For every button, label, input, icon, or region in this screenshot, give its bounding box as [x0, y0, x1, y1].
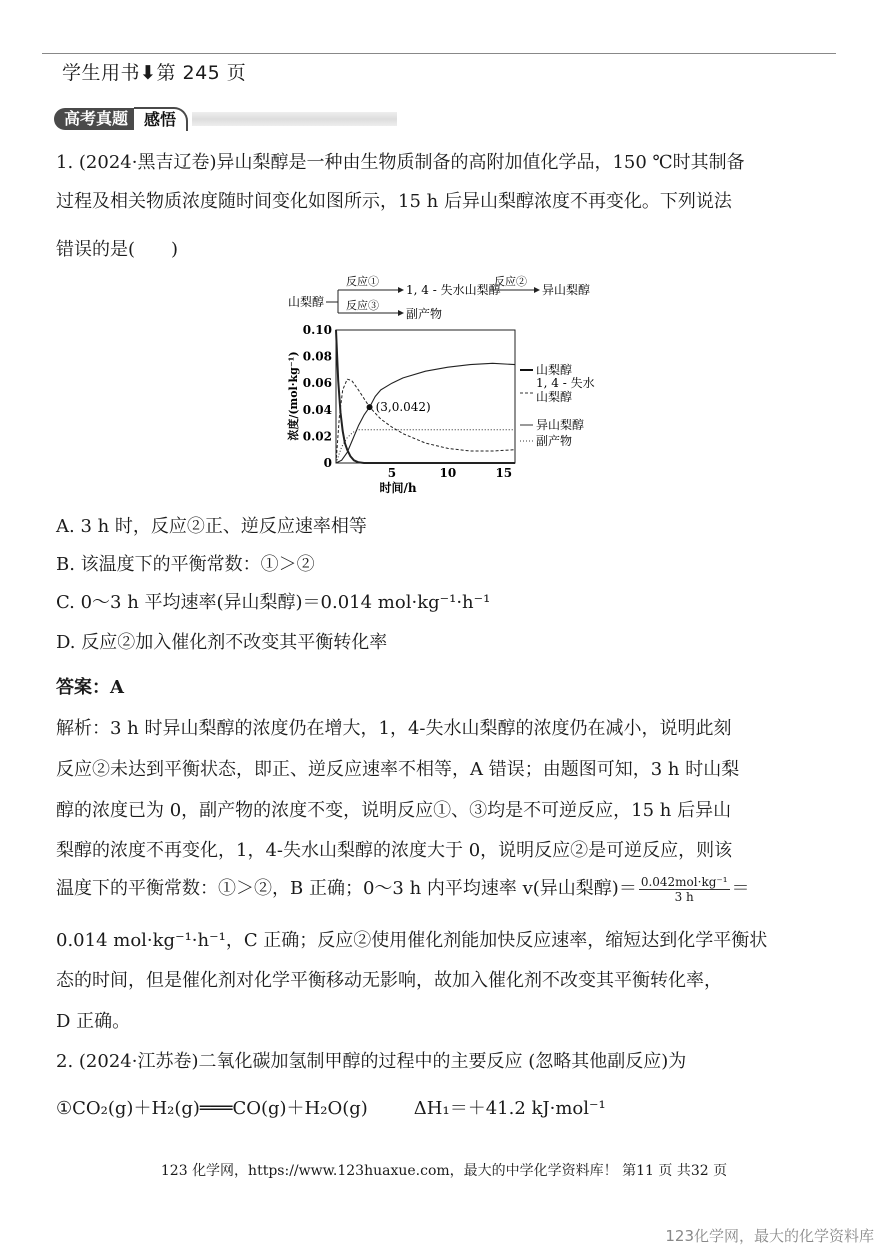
arrowhead-2-icon [534, 287, 540, 293]
x-tick-label: 5 [387, 466, 397, 480]
q2-equation-1 [56, 1094, 606, 1120]
series-line-1 [336, 379, 515, 463]
legend-label-isosorbide: 异山梨醇 [536, 418, 585, 432]
q1-line-2: 过程及相关物质浓度随时间变化如图所示，15 h 后异山梨醇浓度不再变化。下列说法 [56, 191, 732, 212]
analysis-line-7: 态的时间，但是催化剂对化学平衡移动无影响，故加入催化剂不改变其平衡转化率， [56, 970, 722, 991]
analysis-line-5 [56, 874, 750, 904]
y-tick-label: 0.08 [302, 349, 332, 364]
legend-label-anhydro-1: 1, 4 - 失水 [536, 376, 595, 390]
analysis-line-2: 反应②未达到平衡状态，即正、逆反应速率不相等，A 错误；由题图可知，3 h 时山梨 [56, 759, 740, 780]
scheme-by: 副产物 [406, 307, 443, 321]
option-d: D. 反应②加入催化剂不改变其平衡转化率 [56, 632, 388, 653]
section-banner [54, 108, 397, 130]
analysis-line-8: D 正确。 [56, 1011, 131, 1032]
scheme-start: 山梨醇 [288, 295, 325, 309]
answer-label: 答案： [56, 677, 110, 698]
y-tick-label: 0 [323, 456, 332, 470]
legend [520, 362, 595, 448]
q1-line-1: 1. (2024·黑吉辽卷)异山梨醇是一种由生物质制备的高附加值化学品，150 ℃时其制备 [56, 152, 745, 173]
reaction-chart-figure [280, 268, 610, 498]
down-arrow-icon: ⬇ [140, 62, 157, 84]
page-footer: 123 化学网，https://www.123huaxue.com，最大的中学化学资料库！ 第11 页 共32 页 [160, 1163, 728, 1179]
enthalpy-1: ΔH₁＝＋41.2 kJ·mol⁻¹ [413, 1098, 606, 1119]
option-c: C. 0～3 h 平均速率(异山梨醇)＝0.014 mol·kg⁻¹·h⁻¹ [56, 592, 491, 613]
scheme-mid: 1, 4 - 失水山梨醇 [406, 283, 501, 297]
reaction-scheme [288, 274, 590, 321]
y-tick-label: 0.06 [302, 376, 332, 391]
arrowhead-3-icon [398, 310, 404, 316]
plot-frame [336, 330, 515, 463]
x-tick-label: 10 [439, 466, 457, 480]
fraction-numerator: 0.042mol·kg⁻¹ [640, 874, 728, 889]
y-tick-label: 0.04 [302, 402, 332, 417]
banner-light-label: 感悟 [134, 107, 188, 131]
scheme-r3: 反应③ [346, 299, 379, 312]
q2-line-1: 2. (2024·江苏卷)二氧化碳加氢制甲醇的过程中的主要反应 (忽略其他副反应)为 [56, 1051, 687, 1072]
annotation-label: (3,0.042) [375, 400, 431, 415]
banner-fade-bar [192, 112, 397, 126]
scheme-r1: 反应① [346, 275, 379, 288]
fraction-denominator: 3 h [674, 889, 694, 904]
legend-label-sorbitol: 山梨醇 [536, 363, 573, 377]
analysis-l5-post: ＝ [731, 878, 750, 899]
watermark: 123化学网，最大的化学资料库 [665, 1227, 874, 1245]
y-tick-label: 0.10 [302, 323, 332, 337]
answer-line [56, 673, 124, 699]
answer-value: A [110, 677, 124, 698]
y-tick-labels [303, 323, 332, 470]
analysis-line-3: 醇的浓度已为 0，副产物的浓度不变，说明反应①、③均是不可逆反应，15 h 后异山 [56, 800, 732, 821]
series-line-0 [336, 330, 515, 463]
legend-label-anhydro-2: 山梨醇 [536, 390, 573, 404]
legend-label-byproduct: 副产物 [536, 434, 573, 448]
x-tick-label: 15 [495, 466, 513, 480]
book-label: 学生用书 [62, 62, 141, 84]
banner-dark-label: 高考真题 [54, 108, 140, 130]
series-line-3 [336, 430, 515, 463]
header-rule [42, 53, 836, 54]
y-tick-label: 0.02 [302, 429, 332, 444]
option-a: A. 3 h 时，反应②正、逆反应速率相等 [56, 516, 367, 537]
page-label: 第 245 页 [156, 62, 247, 84]
analysis-line-6: 0.014 mol·kg⁻¹·h⁻¹，C 正确；反应②使用催化剂能加快反应速率，缩短达到化学平衡状 [56, 930, 768, 951]
page-header [62, 58, 246, 85]
scheme-end: 异山梨醇 [542, 283, 591, 297]
scheme-r2: 反应② [494, 275, 527, 288]
q1-line-3: 错误的是( ) [56, 239, 179, 260]
analysis-line-4: 梨醇的浓度不再变化，1，4-失水山梨醇的浓度大于 0，说明反应②是可逆反应，则该 [56, 840, 733, 861]
y-axis-label: 浓度/(mol·kg⁻¹) [287, 351, 300, 441]
analysis-line-1: 解析：3 h 时异山梨醇的浓度仍在增大，1，4-失水山梨醇的浓度仍在减小，说明此刻 [56, 718, 732, 739]
x-tick-labels [388, 466, 512, 480]
annotation-point [367, 404, 373, 410]
arrowhead-1-icon [398, 287, 404, 293]
analysis-l5-pre: 温度下的平衡常数：①＞②，B 正确；0～3 h 内平均速率 v(异山梨醇)＝ [56, 878, 637, 899]
option-b: B. 该温度下的平衡常数：①＞② [56, 554, 315, 575]
rate-fraction [639, 875, 730, 904]
equation-1: ①CO₂(g)＋H₂(g)═══CO(g)＋H₂O(g) [56, 1098, 368, 1119]
x-axis-label: 时间/h [379, 481, 417, 495]
